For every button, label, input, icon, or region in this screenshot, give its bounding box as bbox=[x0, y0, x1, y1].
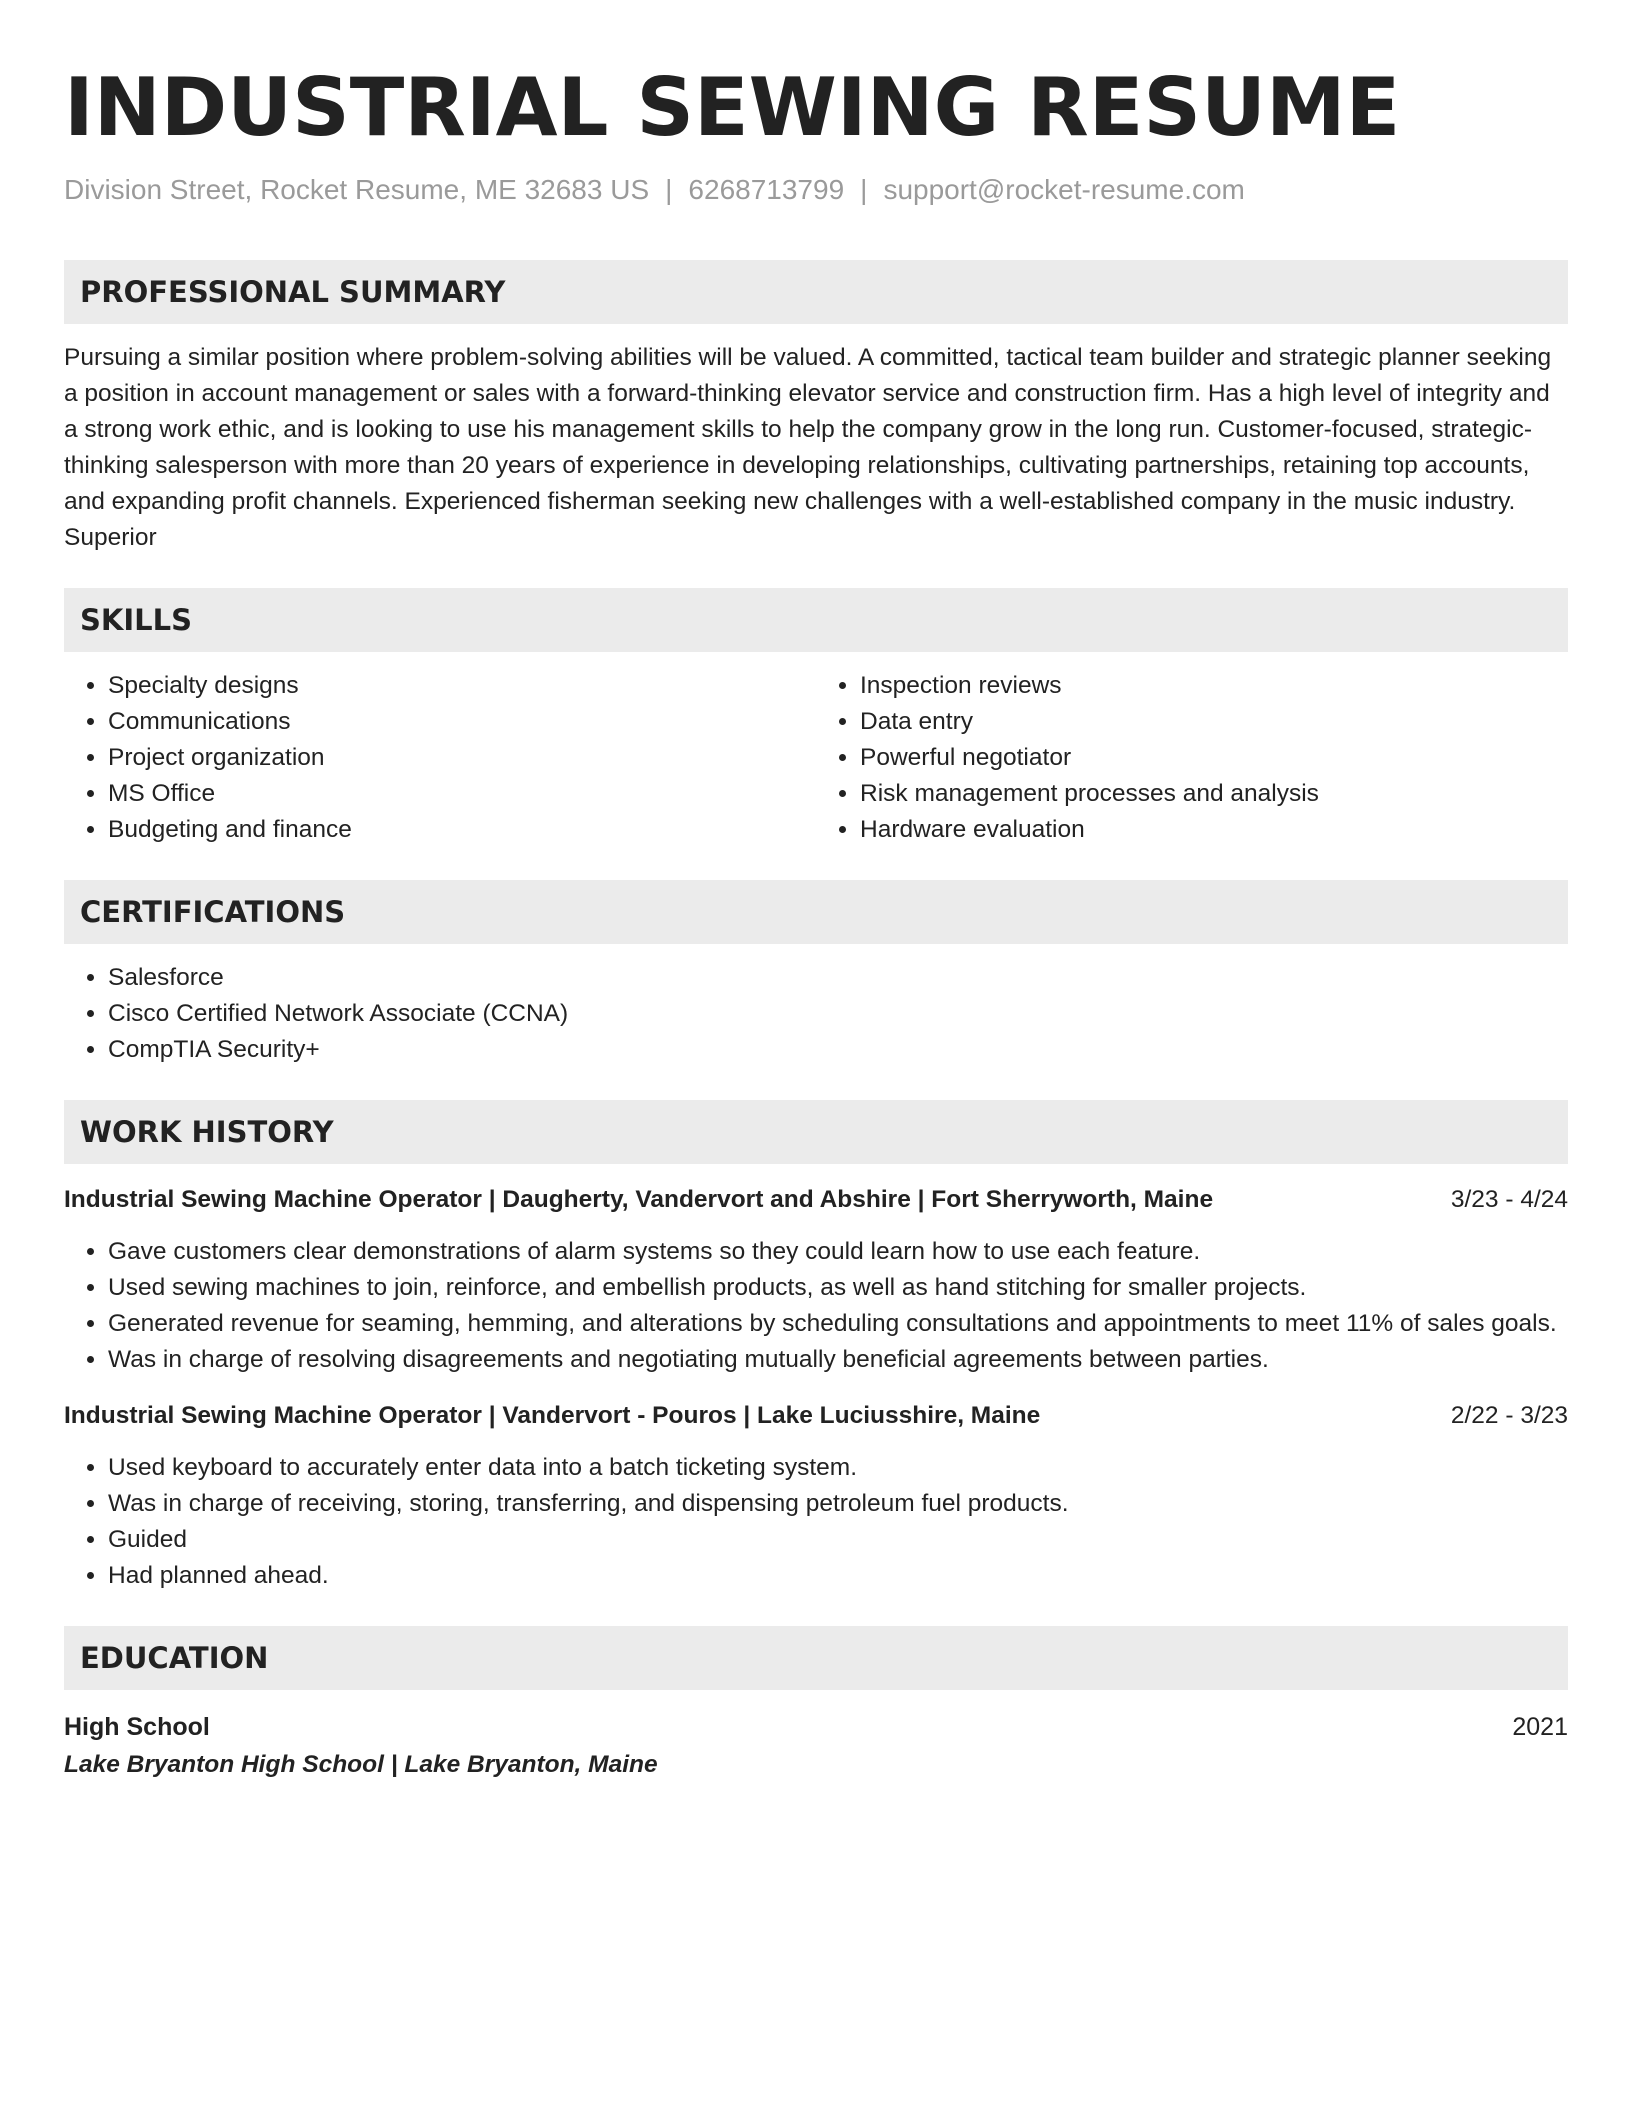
job-bullets bbox=[64, 1234, 1568, 1378]
education-school: Lake Bryanton High School | Lake Bryanton, Maine bbox=[64, 1751, 658, 1778]
skill-item: • Budgeting and finance bbox=[108, 812, 816, 848]
contact-address: Division Street, Rocket Resume, ME 32683 US bbox=[64, 174, 650, 205]
education-year: 2021 bbox=[1512, 1713, 1568, 1741]
section-header-summary: PROFESSIONAL SUMMARY bbox=[64, 260, 1568, 324]
skills-column-left bbox=[64, 668, 816, 848]
skills-list bbox=[64, 668, 1568, 848]
skill-item: • Specialty designs bbox=[108, 668, 816, 704]
job-entry bbox=[64, 1182, 1568, 1378]
contact-phone: 6268713799 bbox=[688, 174, 845, 205]
job-entry bbox=[64, 1398, 1568, 1594]
education-degree: High School bbox=[64, 1713, 210, 1741]
job-header bbox=[64, 1182, 1568, 1218]
summary-text: Pursuing a similar position where problem-solving abilities will be valued. A committed, tactical team builder and strategic planner seeking a position in account management or sales with a forward-thinking elevator service and construction firm. Has a high level of integrity and a strong work ethic, and is looking to use his management skills to help the company grow in the long run. Customer-focused, strategic-thinking salesperson with more than 20 years of experience in developing relationships, cultivating partnerships, retaining top accounts, and expanding profit channels. Experienced fisherman seeking new challenges with a well-established company in the music industry. Superior bbox=[64, 344, 1552, 551]
section-header-education: EDUCATION bbox=[64, 1626, 1568, 1690]
contact-email: support@rocket-resume.com bbox=[883, 174, 1245, 205]
section-header-certifications: CERTIFICATIONS bbox=[64, 880, 1568, 944]
job-dates: 3/23 - 4/24 bbox=[1450, 1186, 1568, 1213]
job-bullet: • Was in charge of receiving, storing, transferring, and dispensing petroleum fuel products. bbox=[108, 1486, 1568, 1522]
certification-item: • CompTIA Security+ bbox=[108, 1032, 1568, 1068]
skill-item: • Project organization bbox=[108, 740, 816, 776]
skills-column-right bbox=[816, 668, 1568, 848]
job-title: Industrial Sewing Machine Operator | Vandervort - Pouros | Lake Luciusshire, Maine bbox=[64, 1402, 1041, 1429]
job-bullet: • Used keyboard to accurately enter data into a batch ticketing system. bbox=[108, 1450, 1568, 1486]
certification-item: • Cisco Certified Network Associate (CCNA) bbox=[108, 996, 1568, 1032]
skill-item: • Risk management processes and analysis bbox=[860, 776, 1568, 812]
section-header-work-history: WORK HISTORY bbox=[64, 1100, 1568, 1164]
education-header bbox=[64, 1708, 1568, 1746]
job-bullet: • Used sewing machines to join, reinforce, and embellish products, as well as hand stitching for smaller projects. bbox=[108, 1270, 1568, 1306]
skill-item: • Hardware evaluation bbox=[860, 812, 1568, 848]
certification-item: • Salesforce bbox=[108, 960, 1568, 996]
job-bullet: • Had planned ahead. bbox=[108, 1558, 1568, 1594]
section-header-skills: SKILLS bbox=[64, 588, 1568, 652]
skill-item: • Data entry bbox=[860, 704, 1568, 740]
resume-title: INDUSTRIAL SEWING RESUME bbox=[64, 61, 1401, 154]
certifications-list bbox=[64, 960, 1568, 1068]
skill-item: • Inspection reviews bbox=[860, 668, 1568, 704]
contact-separator: | bbox=[665, 174, 673, 205]
skill-item: • Communications bbox=[108, 704, 816, 740]
contact-line bbox=[64, 170, 1568, 210]
job-title: Industrial Sewing Machine Operator | Daugherty, Vandervort and Abshire | Fort Sherryworth, Maine bbox=[64, 1186, 1214, 1213]
job-bullet: • Was in charge of resolving disagreements and negotiating mutually beneficial agreements between parties. bbox=[108, 1342, 1568, 1378]
job-header bbox=[64, 1398, 1568, 1434]
job-dates: 2/22 - 3/23 bbox=[1450, 1402, 1568, 1429]
job-bullet: • Gave customers clear demonstrations of alarm systems so they could learn how to use each feature. bbox=[108, 1234, 1568, 1270]
job-bullet: • Generated revenue for seaming, hemming, and alterations by scheduling consultations and appointments to meet 11% of sales goals. bbox=[108, 1306, 1568, 1342]
job-bullet: • Guided bbox=[108, 1522, 1568, 1558]
job-bullets bbox=[64, 1450, 1568, 1594]
skill-item: • MS Office bbox=[108, 776, 816, 812]
skill-item: • Powerful negotiator bbox=[860, 740, 1568, 776]
contact-separator: | bbox=[860, 174, 868, 205]
